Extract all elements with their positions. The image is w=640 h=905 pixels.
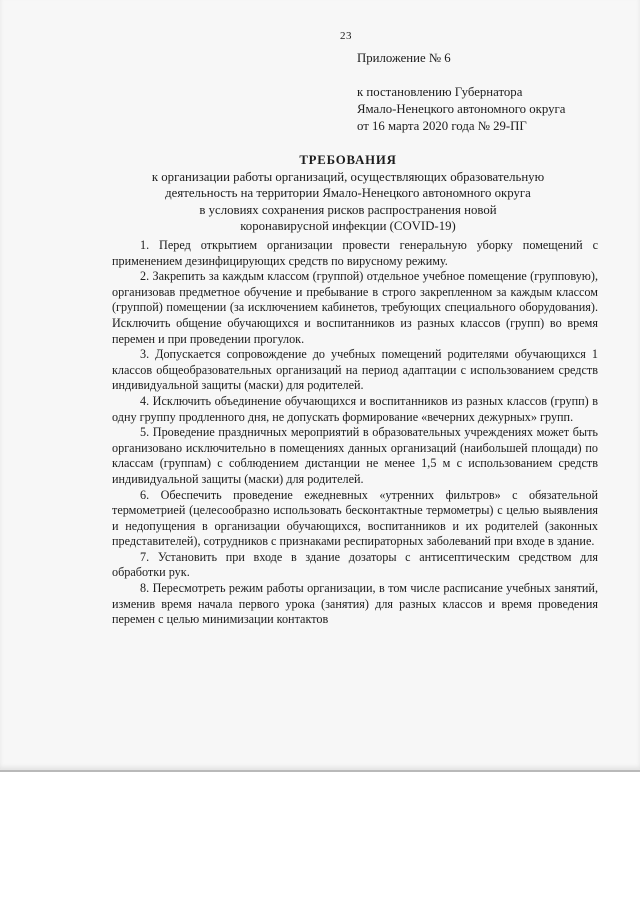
requirement-paragraph: 6. Обеспечить проведение ежедневных «утренних фильтров» с обязательной термометрией (целесообразно использовать бесконтактные термометры) с целью выявления и недопущения в организации обучающихся, воспитанников и их родителей (законных представителей), сотрудников с признаками респираторных заболеваний при входе в здание.	[112, 487, 598, 549]
requirement-paragraph: 5. Проведение праздничных мероприятий в образовательных учреждениях может быть организовано исключительно в помещениях данных организаций (наибольшей площади) по классам (группам) с соблюдением дистанции не менее 1,5 м с использованием средств индивидуальной защиты (маски) для родителей.	[112, 425, 598, 486]
subtitle-line: к организации работы организаций, осуществляющих образовательную	[151, 170, 545, 185]
appendix-header	[357, 50, 565, 135]
requirement-paragraph: 3. Допускается сопровождение до учебных помещений родителями обучающихся 1 классов общеобразовательных организаций на период адаптации с использованием средств индивидуальной защиты (маски) для родителей.	[112, 347, 598, 393]
subtitle-line: в условиях сохранения рисков распространения новой	[199, 202, 497, 217]
appendix-title: Приложение № 6	[357, 51, 451, 65]
page-number: 23	[340, 30, 352, 42]
requirement-paragraph: 7. Установить при входе в здание дозаторы с антисептическим средством для обработки рук.	[112, 549, 598, 580]
appendix-line: к постановлению Губернатора	[357, 85, 523, 99]
requirement-paragraph: 4. Исключить объединение обучающихся и воспитанников из разных классов (групп) в одну группу продленного дня, не допускать формирование «вечерних дежурных» групп.	[112, 393, 598, 424]
appendix-line: Ямало-Ненецкого автономного округа	[357, 102, 566, 116]
requirements-list	[112, 238, 598, 628]
requirement-paragraph: 1. Перед открытием организации провести генеральную уборку помещений с применением дезинфицирующих средств по вирусному режиму.	[112, 238, 598, 268]
document-title: ТРЕБОВАНИЯ	[299, 153, 397, 167]
subtitle-line: деятельность на территории Ямало-Ненецкого автономного округа	[165, 186, 531, 201]
requirement-paragraph: 2. Закрепить за каждым классом (группой) отдельное учебное помещение (групповую), организовав предметное обучение и пребывание в строго закрепленном за каждым классом (группой) помещении (за исключением кабинетов, требующих специального оборудования). Исключить общение обучающихся и воспитанников из разных классов (групп) во время перемен и при проведении прогулок.	[112, 269, 598, 346]
requirement-paragraph: 8. Пересмотреть режим работы организации, в том числе расписание учебных занятий, изменив время начала первого урока (занятия) для разных классов и время проведения перемен с целью минимизации контактов	[112, 581, 598, 627]
appendix-line: от 16 марта 2020 года № 29-ПГ	[357, 119, 527, 133]
document-heading	[100, 152, 596, 234]
subtitle-line: коронавирусной инфекции (COVID-19)	[240, 218, 456, 233]
